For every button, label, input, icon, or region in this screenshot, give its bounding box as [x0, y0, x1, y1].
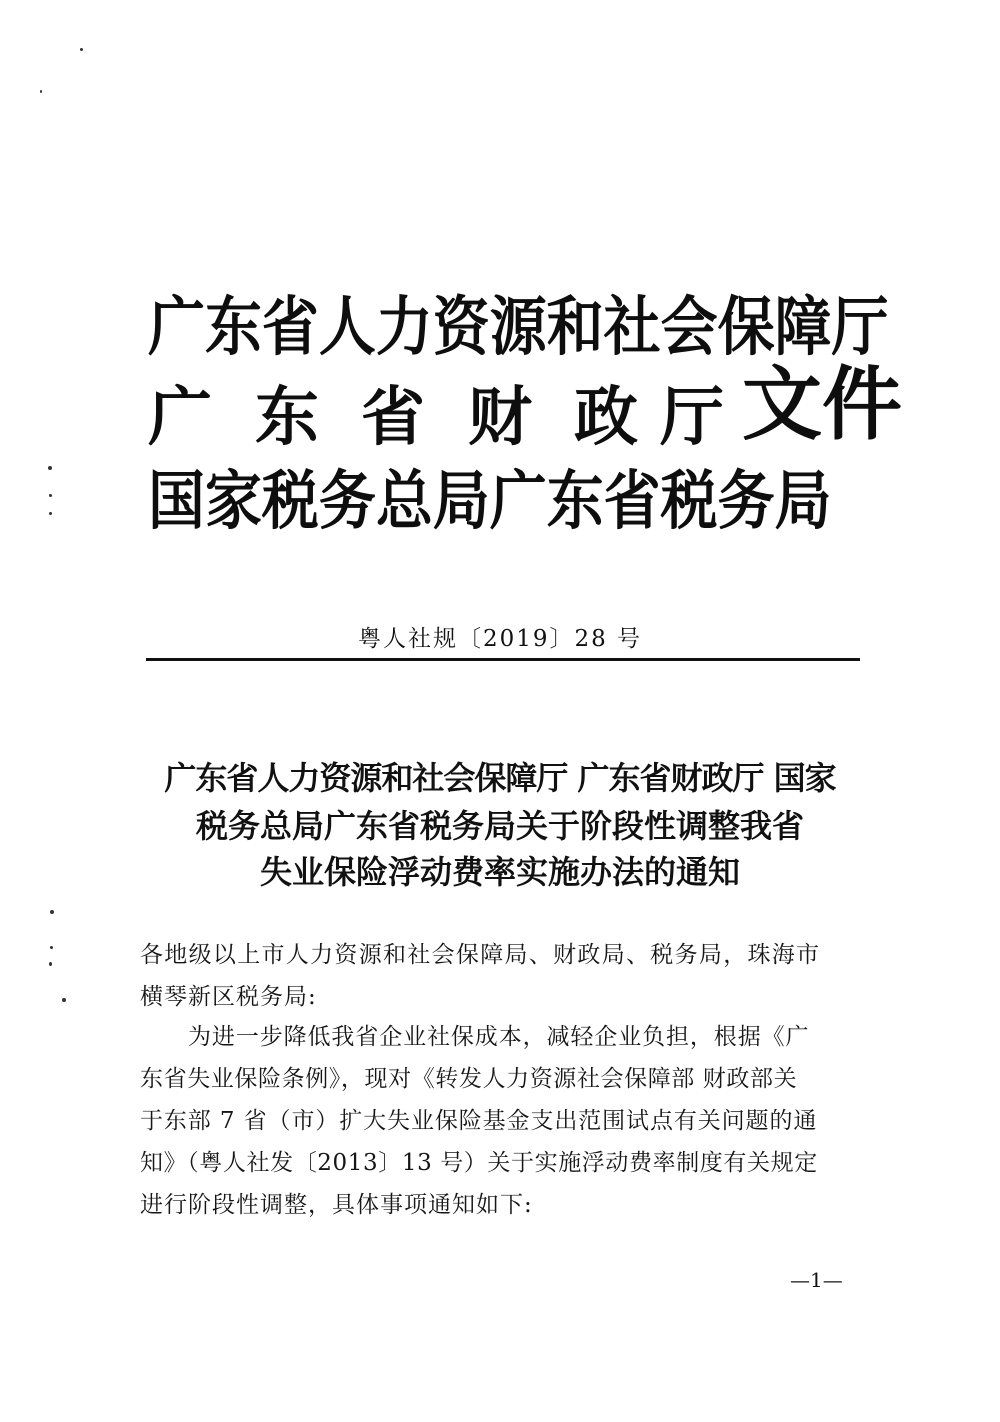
issuer-finance-char: 省	[361, 381, 425, 455]
scan-speck	[50, 910, 54, 914]
issuer-tax-bureau: 国家税务总局广东省税务局	[148, 465, 832, 539]
issuer-finance-char: 财	[468, 381, 532, 455]
title-line: 失业保险浮动费率实施办法的通知	[259, 853, 740, 891]
addressee-line: 横琴新区税务局:	[140, 984, 317, 1010]
issuer-finance-char: 政	[574, 381, 638, 455]
paragraph-line: 知》（粤人社发〔2013〕13 号）关于实施浮动费率制度有关规定	[140, 1150, 818, 1176]
scan-speck	[49, 962, 52, 966]
issuer-finance-char: 东	[255, 381, 319, 455]
title-line: 税务总局广东省税务局关于阶段性调整我省	[195, 807, 804, 845]
paragraph-line: 东省失业保险条例》，现对《转发人力资源社会保障部 财政部关	[140, 1066, 798, 1092]
paragraph-line: 为进一步降低我省企业社保成本，减轻企业负担，根据《广	[188, 1024, 810, 1050]
scan-speck	[48, 466, 52, 470]
header-divider	[146, 658, 860, 661]
issuer-hrss-dept: 广东省人力资源和社会保障厅	[148, 291, 889, 365]
scan-speck	[50, 946, 53, 949]
scan-speck	[49, 512, 52, 515]
scan-speck	[49, 494, 52, 497]
issuer-finance-char: 厅	[660, 381, 724, 455]
title-line: 广东省人力资源和社会保障厅 广东省财政厅 国家	[164, 759, 836, 797]
issuer-finance-char: 广	[148, 381, 212, 455]
scan-speck	[62, 998, 66, 1002]
document-number: 粤人社规〔2019〕28 号	[357, 626, 643, 652]
paragraph-line: 于东部 7 省（市）扩大失业保险基金支出范围试点有关问题的通	[140, 1108, 818, 1134]
addressee-line: 各地级以上市人力资源和社会保障局、财政局、税务局，珠海市	[140, 942, 821, 968]
page-number: —1—	[790, 1268, 843, 1292]
scan-speck	[40, 90, 42, 93]
document-type-label: 文件	[742, 358, 902, 451]
scan-speck	[80, 48, 83, 51]
paragraph-line: 进行阶段性调整，具体事项通知如下:	[140, 1192, 533, 1218]
